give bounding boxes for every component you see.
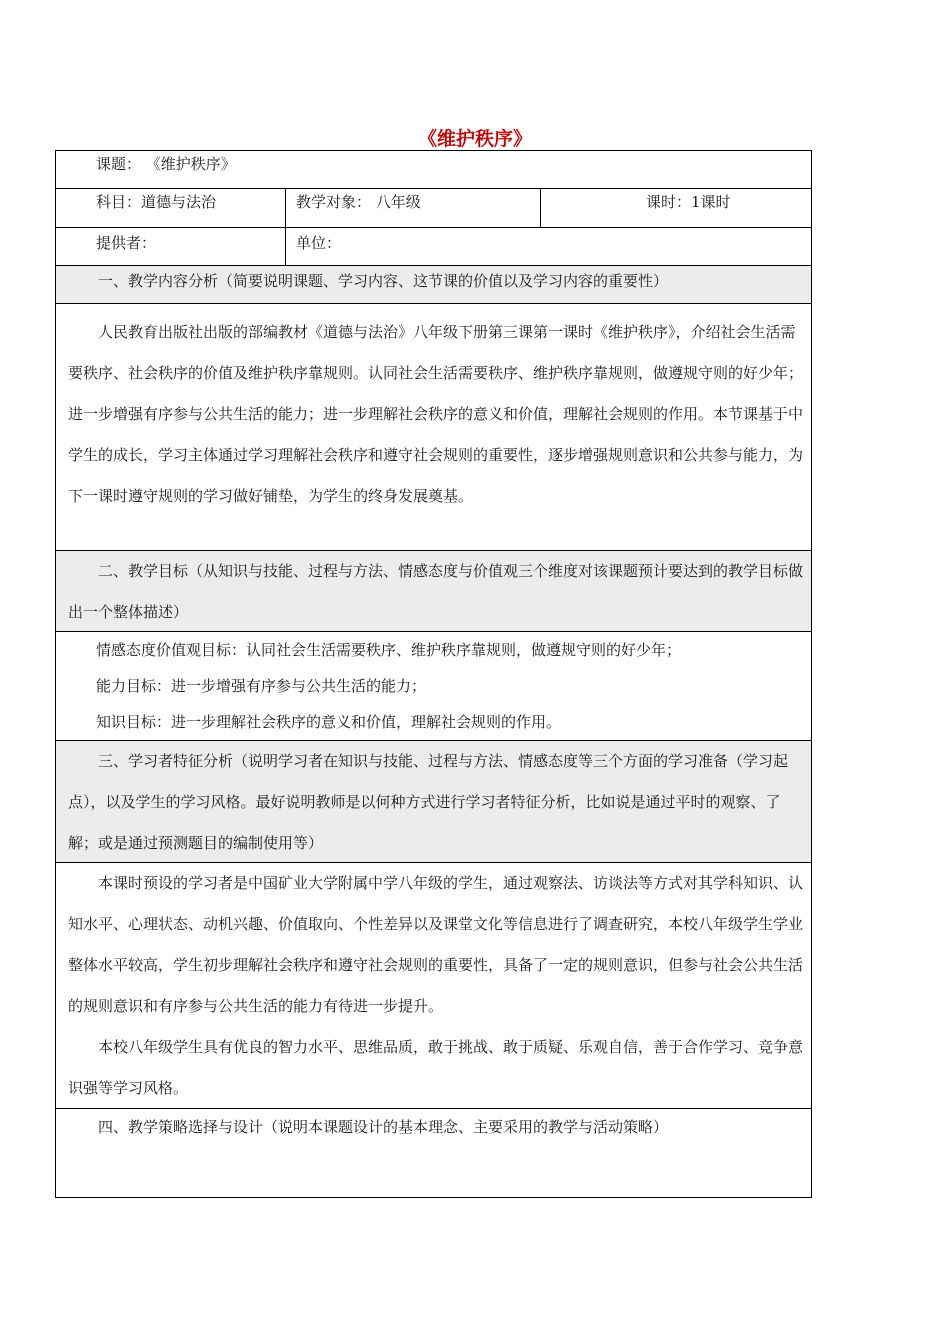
unit-cell: 单位： <box>296 234 342 252</box>
section-2-body <box>56 632 811 741</box>
section-3-header <box>56 741 811 863</box>
hours-cell: 课时：1课时 <box>646 193 731 211</box>
section-2-heading: 二、教学目标（从知识与技能、过程与方法、情感态度与价值观三个维度对该课题预计要达到的教学目标做出一个整体描述） <box>68 562 804 621</box>
section-2-goal-3: 知识目标：进一步理解社会秩序的意义和价值，理解社会规则的作用。 <box>96 713 562 731</box>
section-2-header <box>56 551 811 632</box>
topic-cell: 课题： 《维护秩序》 <box>96 155 236 173</box>
subject-cell: 科目：道德与法治 <box>56 189 286 227</box>
section-3-body <box>56 863 811 1109</box>
section-1-paragraph: 人民教育出版社出版的部编教材《道德与法治》八年级下册第三课第一课时《维护秩序》，介绍社会生活需要秩序、社会秩序的价值及维护秩序靠规则。认同社会生活需要秩序、维护秩序靠规则，做遵规守则的好少年；进一步增强有序参与公共生活的能力；进一步理解社会秩序的意义和价值，理解社会规则的作用。本节课基于中学生的成长，学习主体通过学习理解社会秩序和遵守社会规则的重要性，逐步增强规则意识和公共参与能力，为下一课时遵守规则的学习做好铺垫，为学生的终身发展奠基。 <box>68 323 804 505</box>
section-4-heading: 四、教学策略选择与设计（说明本课题设计的基本理念、主要采用的教学与活动策略） <box>98 1118 669 1136</box>
audience-cell: 教学对象： 八年级 <box>286 189 541 227</box>
section-3-paragraph-2: 本校八年级学生具有优良的智力水平、思维品质，敢于挑战、敢于质疑、乐观自信，善于合作学习、竞争意识强等学习风格。 <box>68 1038 804 1097</box>
section-1-header <box>56 266 811 304</box>
provider-cell: 提供者： <box>56 228 286 265</box>
section-2-goal-2: 能力目标：进一步增强有序参与公共生活的能力； <box>96 677 427 695</box>
document-title: 《维护秩序》 <box>417 128 532 150</box>
lesson-plan-table <box>55 150 812 1198</box>
section-4 <box>56 1109 811 1197</box>
section-2-goal-1: 情感态度价值观目标：认同社会生活需要秩序、维护秩序靠规则，做遵规守则的好少年； <box>96 641 682 659</box>
row-topic <box>56 151 811 189</box>
row-provider <box>56 228 811 266</box>
section-1-body <box>56 304 811 551</box>
section-3-paragraph-1: 本课时预设的学习者是中国矿业大学附属中学八年级的学生，通过观察法、访谈法等方式对其学科知识、认知水平、心理状态、动机兴趣、价值取向、个性差异以及课堂文化等信息进行了调查研究，本校八年级学生学业整体水平较高，学生初步理解社会秩序和遵守社会规则的重要性，具备了一定的规则意识，但参与社会公共生活的规则意识和有序参与公共生活的能力有待进一步提升。 <box>68 874 804 1015</box>
section-3-heading: 三、学习者特征分析（说明学习者在知识与技能、过程与方法、情感态度等三个方面的学习准备（学习起点），以及学生的学习风格。最好说明教师是以何种方式进行学习者特征分析，比如说是通过平时的观察、了解；或是通过预测题目的编制使用等） <box>68 752 789 852</box>
row-subject <box>56 189 811 228</box>
section-1-heading: 一、教学内容分析（简要说明课题、学习内容、这节课的价值以及学习内容的重要性） <box>98 272 669 290</box>
